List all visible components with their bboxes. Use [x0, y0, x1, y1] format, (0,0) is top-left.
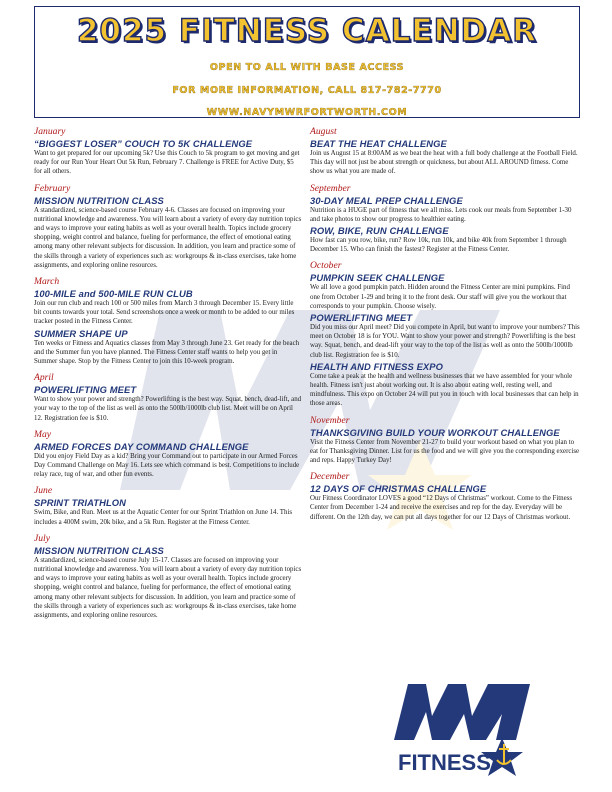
month-heading: March — [34, 276, 60, 288]
event-description: Swim, Bike, and Run. Meet us at the Aquatic Center for our Sprint Triathlon on June 14. This includes a 400M swim, 20k bike, and a 5k Run. Register at the Fitness Center. — [34, 509, 293, 526]
event-description: Visit the Fitness Center from November 21-27 to build your workout based on what you plan to eat for Thanksgiving Dinner. List for us the food and we will give you the corresponding exercise and reps. Happy Turkey Day! — [310, 438, 580, 465]
phone-info: FOR MORE INFORMATION, CALL 817-782-7770 — [172, 85, 442, 96]
event-description: Nutrition is a HUGE part of fitness that we all miss. Lets cook our meals from September 1-30 and take photos to show our progress to healthier eating. — [310, 206, 572, 223]
event-description: Join us August 15 at 8:00AM as we beat the heat with a full body challenge at the Football Field. This day will not just be about strength or quickness, but about ALL AROUND fitness. Come show us what you are made of. — [310, 150, 578, 176]
logo-label: FITNESS — [398, 750, 491, 775]
event-description: A standardized, science-based course July 15-17. Classes are focused on improving your nutritional knowledge and awareness. You will learn about a variety of every day nutrition topics and ways to improve your eating habits as well as your overall health. Topics include grocery shopping, weight control and balance, fueling for performance, the effect of emotional eating among many other relevant subjects for discussion. In addition, you learn and practice some of the skills through a variety of experiences such as: workgroups & in-class exercises, take home assignments, and exploring online resources. — [34, 556, 302, 620]
event-title: ARMED FORCES DAY COMMAND CHALLENGE — [34, 440, 249, 452]
right-column — [310, 126, 580, 522]
left-column — [34, 126, 302, 620]
header-banner — [34, 6, 580, 118]
event-title: BEAT THE HEAT CHALLENGE — [310, 138, 447, 149]
event-description: Our Fitness Coordinator LOVES a good “12 Days of Christmas” workout. Come to the Fitness Center from December 1-24 and receive the exercises and rep for the day. Everyday will be different. On the 12th day, we can put all days together for our 12 Days of Christmas workout. — [310, 495, 573, 521]
website-link[interactable]: WWW.NAVYMWRFORTWORTH.COM — [206, 107, 408, 118]
event-title: THANKSGIVING BUILD YOUR WORKOUT CHALLENGE — [310, 426, 560, 438]
event-title: SUMMER SHAPE UP — [34, 327, 128, 339]
event-description: A standardized, science-based course February 4-6. Classes are focused on improving your nutritional knowledge and awareness. You will learn about a variety of every day nutrition topics and ways to improve your eating habits as well as your overall health. Topics include grocery shopping, weight control and balance, fueling for performance, the effect of emotional eating among many other relevant subjects for discussion. In addition, you learn and practice some of the skills through a variety of experiences such as: workgroups & in-class exercises, take home assignments, and exploring online resources. — [34, 206, 302, 269]
event-title: HEALTH AND FITNESS EXPO — [310, 360, 444, 372]
month-heading: October — [310, 260, 342, 272]
event-title: “BIGGEST LOSER” COUCH TO 5K CHALLENGE — [34, 138, 253, 149]
month-heading: May — [34, 428, 52, 440]
month-heading: December — [310, 471, 350, 483]
month-heading: August — [310, 126, 337, 137]
event-description: Want to get prepared for our upcoming 5k? Use this Couch to 5k program to get moving and get ready for our Run Your Heart Out 5k Run, February 7. Challenge is FREE for Active Duty, $5 for all others. — [34, 150, 300, 176]
event-description: Want to show your power and strength? Powerlifting is the best way. Squat, bench, dead-lift, and your way to the top of the list as well as onto the 500lb/1000lb club list. Meet will be on April 12. Registration fee is $10. — [34, 396, 302, 422]
event-description: Did you miss our April meet? Did you compete in April, but want to improve your numbers? This meet on October 18 is for YOU. Want to show your power and strength? Powerlifting is the best way. Squat, bench, and dead-lift your way to the top of the list as well as onto the 500lb/1000lb club list. Registration fee is $10. — [310, 324, 580, 359]
event-description: Join our run club and reach 100 or 500 miles from March 3 through December 15. Every little bit counts towards your total. Send screenshots once a week or month to be added to our miles tracker posted in the Fitness Center. — [34, 300, 295, 326]
event-title: 100-MILE and 500-MILE RUN CLUB — [34, 288, 193, 300]
event-description: Did you enjoy Field Day as a kid? Bring your Command out to participate in our Armed Forces Day Command Challenge on May 16. Lets see which command is best. Competitions to include relay race, tug of war, and other fun events. — [34, 452, 300, 479]
month-heading: February — [34, 182, 71, 194]
event-description: We all love a good pumpkin patch. Hidden around the Fitness Center are mini pumpkins. Find one from October 1-29 and bring it to the front desk. Our staff will give you the workout that corresponds to your pumpkin. Choose wisely. — [310, 284, 570, 310]
month-heading: June — [34, 485, 53, 497]
month-heading: April — [34, 372, 54, 384]
event-description: Ten weeks or Fitness and Aquatics classes from May 3 through June 23. Get ready for the beach and the Summer fun you have planned. The Fitness Center staff wants to help you get in Summer shape. Stop by the Fitness Center to join this 10-week program. — [34, 339, 300, 366]
mwr-mark — [394, 684, 530, 740]
event-title: PUMPKIN SEEK CHALLENGE — [310, 272, 445, 284]
event-title: POWERLIFTING MEET — [310, 312, 413, 324]
event-description: How fast can you row, bike, run? Row 10k, run 10k, and bike 40k from September 1 through December 15. Who can finish the fastest? Register at the Fitness Center. — [310, 237, 567, 254]
event-title: ROW, BIKE, RUN CHALLENGE — [310, 225, 449, 237]
mwr-fitness-logo — [392, 678, 532, 778]
event-title: MISSION NUTRITION CLASS — [34, 194, 164, 206]
event-title: 30-DAY MEAL PREP CHALLENGE — [310, 194, 463, 206]
month-heading: September — [310, 182, 351, 194]
access-note: OPEN TO ALL WITH BASE ACCESS — [209, 62, 405, 73]
event-description: Come take a peak at the health and wellness businesses that we have assembled for your whole health. Fitness isn't just about working out. It is also about eating well, resting well, and mindfulness. This expo on October 24 will put you in touch with local businesses that can help in those areas. — [310, 372, 579, 408]
event-title: SPRINT TRIATHLON — [34, 497, 127, 509]
month-heading: January — [34, 126, 66, 137]
page-title: 2025 FITNESS CALENDAR — [76, 13, 538, 49]
month-heading: November — [310, 414, 350, 426]
event-title: 12 DAYS OF CHRISTMAS CHALLENGE — [310, 483, 487, 495]
month-heading: July — [34, 532, 50, 544]
event-title: MISSION NUTRITION CLASS — [34, 544, 164, 556]
event-title: POWERLIFTING MEET — [34, 384, 137, 396]
